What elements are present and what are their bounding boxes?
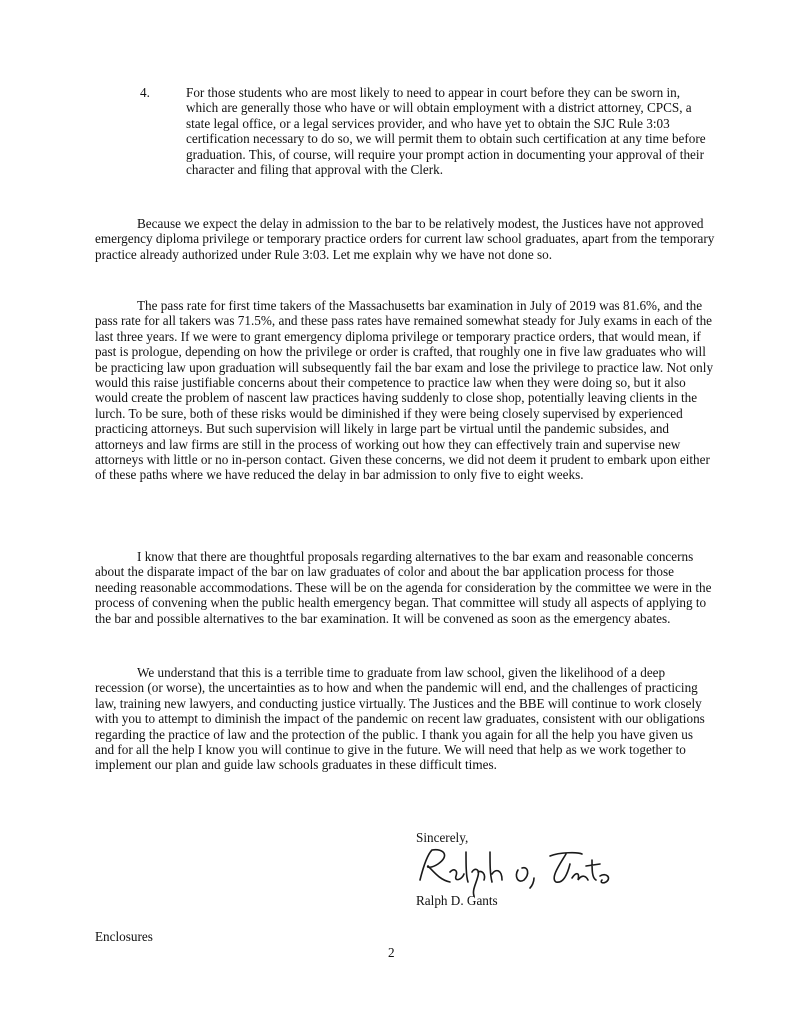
handwritten-signature	[410, 842, 620, 898]
paragraph-pass-rate: The pass rate for first time takers of the Massachusetts bar examination in July of 2019 was 81.6%, and the pass rate for all takers was 71.5%, and these pass rates have remained somewhat steady for July exams in each of the last three years. If we were to grant emergency diploma privilege or temporary practice orders, that would mean, if past is prologue, depending on how the privilege or order is crafted, that roughly one in five law graduates who will be practicing law upon graduation will subsequently fail the bar exam and lose the privilege to practice law. Not only would this raise justifiable concerns about their competence to practice law when they were doing so, but it also would create the problem of nascent law practices having suddenly to close shop, potentially leaving clients in the lurch. To be sure, both of these risks would be diminished if they were being closely supervised by experienced practicing attorneys. But such supervision will likely in large part be virtual until the pandemic subsides, and attorneys and law firms are still in the process of working out how they can effectively train and supervise new attorneys with little or no in-person contact. Given these concerns, we did not deem it prudent to embark upon either of these paths where we have reduced the delay in bar admission to only five to eight weeks.	[95, 298, 714, 483]
closing-salutation: Sincerely,	[416, 830, 469, 845]
list-item-number: 4.	[140, 85, 150, 100]
list-item-text: For those students who are most likely to need to appear in court before they can be sworn in, which are generally those who have or will obtain employment with a district attorney, CPCS, a state legal office, or a legal services provider, and who have yet to obtain the SJC Rule 3:03 certification necessary to do so, we will permit them to obtain such certification at any time before graduation. This, of course, will require your prompt action in documenting your approval of their character and filing that approval with the Clerk.	[186, 85, 706, 178]
signatory-name: Ralph D. Gants	[416, 893, 498, 908]
enclosures-note: Enclosures	[95, 929, 153, 944]
paragraph-alternatives: I know that there are thoughtful proposals regarding alternatives to the bar exam and reasonable concerns about the disparate impact of the bar on law graduates of color and about the bar application process for those needing reasonable accommodations. These will be on the agenda for consideration by the committee we were in the process of convening when the public health emergency began. That committee will study all aspects of applying to the bar and possible alternatives to the bar examination. It will be convened as soon as the emergency abates.	[95, 549, 712, 626]
paragraph-diploma-privilege: Because we expect the delay in admission to the bar to be relatively modest, the Justices have not approved emergency diploma privilege or temporary practice orders for current law school graduates, apart from the temporary practice already authorized under Rule 3:03. Let me explain why we have not done so.	[95, 216, 715, 262]
paragraph-conclusion: We understand that this is a terrible time to graduate from law school, given the likelihood of a deep recession (or worse), the uncertainties as to how and when the pandemic will end, and the challenges of practicing law, training new lawyers, and conducting justice virtually. The Justices and the BBE will continue to work closely with you to attempt to diminish the impact of the pandemic on recent law graduates, consistent with our obligations regarding the practice of law and the protection of the public. I thank you again for all the help you have given us and for all the help I know you will continue to give in the future. We will need that help as we work together to implement our plan and guide law schools graduates in these difficult times.	[95, 665, 705, 773]
page-number: 2	[388, 945, 395, 960]
